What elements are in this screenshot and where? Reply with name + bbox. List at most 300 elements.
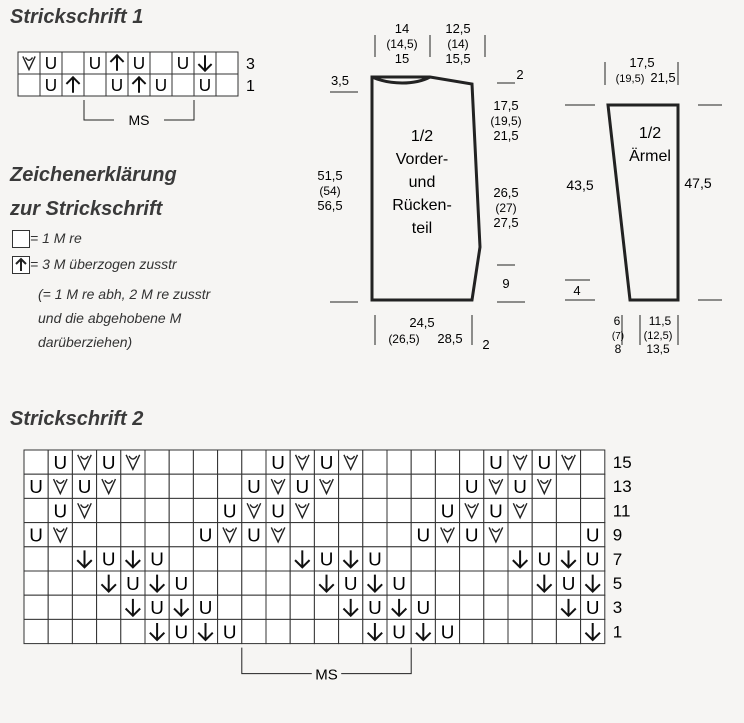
- legend-title-2: zur Strickschrift: [10, 198, 163, 220]
- chart2-cell: [121, 547, 145, 571]
- chart2-cell: [460, 523, 484, 547]
- body-bottom-c: 28,5: [437, 331, 463, 346]
- chart1-cell: [172, 74, 194, 96]
- chart1-cell: [128, 52, 150, 74]
- chart2-cell: [242, 619, 266, 643]
- chart2-cell: [387, 498, 411, 522]
- chart2-cell: [97, 523, 121, 547]
- chart2-cell: [48, 523, 72, 547]
- chart2-cell: [169, 547, 193, 571]
- chart1-cell: [62, 52, 84, 74]
- chart2-cell: [411, 523, 435, 547]
- sleeve-bottom-right-c: 13,5: [646, 342, 670, 356]
- chart2-cell: [193, 547, 217, 571]
- chart2-cell: [97, 571, 121, 595]
- chart2-cell: [193, 571, 217, 595]
- sleeve-label-2: Ärmel: [629, 148, 671, 165]
- chart2-cell: [24, 571, 48, 595]
- symbol-u: U: [132, 53, 146, 74]
- chart2-cell: [48, 547, 72, 571]
- chart2-cell: [145, 571, 169, 595]
- sleeve-bottom-left-c: 8: [614, 342, 622, 356]
- chart2-cell: [508, 474, 532, 498]
- body-right-mid-c: 27,5: [493, 215, 519, 230]
- symbol-u: U: [77, 476, 92, 498]
- symbol-u: U: [88, 53, 102, 74]
- chart2-cell: [97, 595, 121, 619]
- chart1-cell: [194, 52, 216, 74]
- chart2-cell: [532, 498, 556, 522]
- legend-item-arrow-detail-3: darüberziehen): [38, 334, 133, 350]
- symbol-u: U: [176, 53, 190, 74]
- body-top-left-b: (14,5): [386, 37, 418, 51]
- sleeve-bottom-left-a: 6: [613, 314, 621, 328]
- symbol-u: U: [110, 75, 124, 96]
- chart1-cell: [194, 74, 216, 96]
- body-left-height-a: 51,5: [317, 168, 343, 183]
- symbol-u: U: [368, 597, 382, 619]
- body-label-2: Vorder-: [395, 151, 449, 168]
- chart2-cell: [145, 523, 169, 547]
- chart2-cell: [242, 474, 266, 498]
- chart2-cell: [169, 450, 193, 474]
- symbol-u: U: [44, 75, 58, 96]
- chart2-cell: [218, 523, 242, 547]
- chart2-cell: [121, 571, 145, 595]
- chart1-cell: [40, 74, 62, 96]
- symbol-u: U: [464, 476, 479, 498]
- chart2-cell: [121, 619, 145, 643]
- chart2-cell: [242, 595, 266, 619]
- chart2-cell: [387, 450, 411, 474]
- chart2-cell: [121, 474, 145, 498]
- chart2-cell: [363, 571, 387, 595]
- sleeve-cuff: 4: [573, 283, 581, 298]
- symbol-u: U: [198, 75, 212, 96]
- chart2-cell: [435, 450, 459, 474]
- chart2-cell: [556, 498, 580, 522]
- sleeve-top-b: (19,5): [615, 73, 645, 85]
- chart2-cell: [218, 498, 242, 522]
- symbol-u: U: [154, 75, 168, 96]
- symbol-u: U: [392, 621, 406, 643]
- symbol-u: U: [416, 524, 431, 546]
- chart2-cell: [435, 595, 459, 619]
- chart1-row-label: 1: [246, 78, 255, 95]
- body-top-left-c: 15: [394, 51, 410, 66]
- chart2-cell: [508, 571, 532, 595]
- body-top-right-c: 15,5: [445, 51, 471, 66]
- chart2-cell: [266, 450, 290, 474]
- symbol-u: U: [585, 597, 600, 619]
- chart2-cell: [411, 571, 435, 595]
- chart2-cell: [145, 450, 169, 474]
- chart2-cell: [314, 450, 338, 474]
- body-right-mid-a: 26,5: [493, 185, 519, 200]
- chart2-cell: [290, 571, 314, 595]
- legend-item-arrow-detail-2: und die abgehobene M: [38, 310, 182, 326]
- chart2-cell: [508, 595, 532, 619]
- chart2-cell: [508, 547, 532, 571]
- chart2-cell: [314, 523, 338, 547]
- chart2-row-label: 1: [612, 622, 623, 642]
- chart2-cell: [290, 498, 314, 522]
- chart2-cell: [218, 547, 242, 571]
- chart2-cell: [387, 474, 411, 498]
- body-bottom-a: 24,5: [409, 315, 435, 330]
- chart2-cell: [72, 498, 96, 522]
- chart1-cell: [106, 52, 128, 74]
- chart2-cell: [339, 474, 363, 498]
- chart2-cell: [218, 474, 242, 498]
- chart2-cell: [266, 547, 290, 571]
- chart2-cell: [556, 547, 580, 571]
- body-right-upper-c: 21,5: [493, 128, 519, 143]
- chart2-cell: [290, 547, 314, 571]
- chart2-cell: [435, 498, 459, 522]
- symbol-u: U: [150, 548, 164, 570]
- symbol-u: U: [174, 621, 189, 643]
- chart2-cell: [363, 474, 387, 498]
- chart2-cell: [145, 474, 169, 498]
- chart1-cell: [216, 74, 238, 96]
- body-right-upper-a: 17,5: [493, 98, 519, 113]
- body-bottom-b: (26,5): [388, 332, 420, 346]
- chart2-cell: [218, 595, 242, 619]
- chart2-cell: [145, 498, 169, 522]
- chart2-cell: [97, 474, 121, 498]
- chart2-cell: [72, 619, 96, 643]
- chart2-cell: [193, 498, 217, 522]
- symbol-u: U: [537, 451, 552, 473]
- chart2-cell: [532, 474, 556, 498]
- chart2-row-label: 5: [612, 574, 623, 593]
- chart2-cell: [121, 523, 145, 547]
- body-schema: [300, 15, 530, 360]
- chart2-cell: [556, 571, 580, 595]
- body-top-right-b: (14): [447, 37, 469, 51]
- chart2-cell: [72, 523, 96, 547]
- chart2-cell: [193, 619, 217, 643]
- chart2-row-label: 9: [612, 525, 623, 545]
- chart2-cell: [290, 523, 314, 547]
- sleeve-schema: [560, 30, 740, 360]
- body-label-1: 1/2: [410, 128, 434, 145]
- chart2-cell: [193, 474, 217, 498]
- chart2-row-label: 13: [612, 477, 632, 497]
- chart2-row-label: 7: [612, 549, 623, 569]
- chart1-cell: [128, 74, 150, 96]
- chart1-grid: [10, 48, 280, 138]
- symbol-u: U: [440, 621, 455, 643]
- chart2-cell: [169, 523, 193, 547]
- chart2-cell: [460, 547, 484, 571]
- chart2-cell: [556, 450, 580, 474]
- chart2-cell: [193, 523, 217, 547]
- chart2-ms-label: MS: [315, 666, 338, 684]
- chart2-cell: [290, 595, 314, 619]
- chart2-grid: [20, 446, 720, 696]
- chart2-cell: [435, 474, 459, 498]
- chart2-cell: [314, 619, 338, 643]
- chart2-cell: [339, 547, 363, 571]
- sleeve-bottom-right-a: 11,5: [648, 314, 672, 328]
- chart2-cell: [339, 450, 363, 474]
- chart2-cell: [484, 547, 508, 571]
- chart2-cell: [532, 523, 556, 547]
- symbol-u: U: [585, 524, 600, 546]
- symbol-u: U: [368, 548, 382, 570]
- chart2-cell: [24, 523, 48, 547]
- chart1-cell: [40, 52, 62, 74]
- chart2-cell: [556, 523, 580, 547]
- chart2-cell: [363, 523, 387, 547]
- chart2-cell: [218, 619, 242, 643]
- chart2-cell: [387, 523, 411, 547]
- chart2-cell: [218, 450, 242, 474]
- chart2-cell: [242, 498, 266, 522]
- chart2-cell: [24, 547, 48, 571]
- chart2-cell: [48, 450, 72, 474]
- symbol-u: U: [416, 597, 431, 619]
- symbol-u: U: [53, 451, 68, 473]
- chart2-cell: [314, 474, 338, 498]
- chart1-cell: [84, 74, 106, 96]
- symbol-u: U: [392, 572, 406, 594]
- chart2-cell: [169, 619, 193, 643]
- chart2-cell: [72, 474, 96, 498]
- chart2-cell: [48, 498, 72, 522]
- chart2-cell: [339, 619, 363, 643]
- symbol-u: U: [489, 451, 503, 473]
- chart2-cell: [266, 595, 290, 619]
- chart2-cell: [145, 595, 169, 619]
- chart2-cell: [145, 619, 169, 643]
- symbol-u: U: [319, 451, 334, 473]
- symbol-u: U: [247, 476, 261, 498]
- sleeve-label-1: 1/2: [638, 125, 662, 142]
- chart2-cell: [556, 595, 580, 619]
- chart2-cell: [169, 474, 193, 498]
- legend-item-arrow-detail-1: (= 1 M re abh, 2 M re zusstr: [38, 286, 211, 302]
- chart2-title: Strickschrift 2: [10, 408, 144, 430]
- chart1-cell: [216, 52, 238, 74]
- chart2-cell: [387, 571, 411, 595]
- chart2-cell: [72, 571, 96, 595]
- chart2-cell: [411, 474, 435, 498]
- chart2-cell: [460, 619, 484, 643]
- legend-item-arrow: = 3 M überzogen zusstr: [30, 256, 177, 272]
- legend-box-plain: [12, 230, 30, 248]
- chart2-cell: [532, 619, 556, 643]
- chart1-cell: [172, 52, 194, 74]
- chart2-cell: [581, 595, 605, 619]
- chart2-row-label: 11: [612, 501, 631, 521]
- symbol-u: U: [174, 572, 189, 594]
- chart1-cell: [106, 74, 128, 96]
- sleeve-bottom-right-b: (12,5): [643, 330, 673, 342]
- chart2-cell: [532, 571, 556, 595]
- symbol-u: U: [101, 451, 116, 473]
- chart2-cell: [169, 595, 193, 619]
- chart1-cell: [18, 74, 40, 96]
- chart2-cell: [508, 523, 532, 547]
- chart2-cell: [387, 595, 411, 619]
- body-label-4: Rücken-: [392, 197, 452, 214]
- chart1-cell: [18, 52, 40, 74]
- chart2-cell: [48, 474, 72, 498]
- chart2-cell: [48, 595, 72, 619]
- legend-box-arrow: [12, 256, 30, 274]
- chart2-cell: [72, 595, 96, 619]
- sleeve-left-height: 43,5: [566, 177, 594, 193]
- chart2-cell: [242, 571, 266, 595]
- chart2-cell: [24, 619, 48, 643]
- chart2-cell: [242, 547, 266, 571]
- symbol-u: U: [44, 53, 58, 74]
- chart2-cell: [435, 619, 459, 643]
- chart2-cell: [532, 595, 556, 619]
- symbol-u: U: [53, 500, 68, 522]
- symbol-u: U: [126, 572, 140, 594]
- chart2-cell: [314, 547, 338, 571]
- chart2-cell: [145, 547, 169, 571]
- chart2-cell: [556, 474, 580, 498]
- chart2-cell: [363, 595, 387, 619]
- symbol-u: U: [537, 548, 552, 570]
- chart2-cell: [339, 571, 363, 595]
- symbol-u: U: [440, 500, 455, 522]
- chart2-cell: [460, 450, 484, 474]
- chart2-cell: [314, 498, 338, 522]
- chart2-cell: [266, 571, 290, 595]
- chart2-cell: [387, 547, 411, 571]
- chart2-cell: [435, 547, 459, 571]
- legend-item-plain: = 1 M re: [30, 230, 82, 246]
- chart2-cell: [435, 523, 459, 547]
- chart2-cell: [169, 498, 193, 522]
- chart2-cell: [508, 450, 532, 474]
- symbol-u: U: [29, 476, 43, 498]
- chart2-cell: [435, 571, 459, 595]
- chart2-cell: [460, 474, 484, 498]
- symbol-u: U: [101, 548, 116, 570]
- chart1-ms-label: MS: [128, 112, 150, 128]
- chart2-cell: [460, 571, 484, 595]
- chart2-cell: [363, 498, 387, 522]
- chart2-cell: [314, 571, 338, 595]
- chart2-cell: [484, 474, 508, 498]
- chart2-cell: [581, 547, 605, 571]
- chart2-cell: [121, 450, 145, 474]
- legend-title-1: Zeichenerklärung: [10, 164, 177, 186]
- chart2-cell: [266, 474, 290, 498]
- chart2-cell: [508, 498, 532, 522]
- body-label-3: und: [408, 174, 436, 191]
- body-right-upper-b: (19,5): [490, 114, 522, 128]
- symbol-u: U: [319, 548, 334, 570]
- chart2-cell: [581, 523, 605, 547]
- arrow-up-icon: [13, 257, 29, 273]
- symbol-u: U: [513, 476, 527, 498]
- chart2-cell: [193, 595, 217, 619]
- chart1-title: Strickschrift 1: [10, 6, 144, 28]
- sleeve-right-height: 47,5: [684, 175, 712, 191]
- chart2-cell: [121, 498, 145, 522]
- chart2-cell: [24, 474, 48, 498]
- chart2-cell: [460, 498, 484, 522]
- chart2-cell: [193, 450, 217, 474]
- chart2-cell: [363, 547, 387, 571]
- chart2-cell: [484, 571, 508, 595]
- chart2-cell: [581, 571, 605, 595]
- chart2-cell: [484, 498, 508, 522]
- chart2-cell: [411, 619, 435, 643]
- chart2-cell: [266, 523, 290, 547]
- symbol-u: U: [271, 500, 285, 522]
- chart2-cell: [387, 619, 411, 643]
- body-left-offset: 3,5: [330, 73, 350, 88]
- chart2-cell: [411, 498, 435, 522]
- chart2-cell: [339, 523, 363, 547]
- chart2-cell: [24, 450, 48, 474]
- body-right-lower: 9: [502, 276, 510, 291]
- chart2-cell: [97, 498, 121, 522]
- chart2-cell: [411, 547, 435, 571]
- chart2-cell: [290, 450, 314, 474]
- symbol-u: U: [247, 524, 261, 546]
- chart2-row-label: 3: [612, 598, 623, 618]
- chart2-cell: [581, 474, 605, 498]
- chart2-cell: [242, 450, 266, 474]
- sleeve-top-c: 21,5: [650, 70, 676, 85]
- chart2-cell: [508, 619, 532, 643]
- chart2-cell: [532, 547, 556, 571]
- chart2-cell: [218, 571, 242, 595]
- chart2-cell: [411, 595, 435, 619]
- chart2-row-label: 15: [612, 453, 632, 472]
- symbol-u: U: [489, 500, 503, 522]
- symbol-u: U: [198, 597, 213, 619]
- chart2-cell: [484, 450, 508, 474]
- chart2-cell: [97, 450, 121, 474]
- chart2-cell: [266, 498, 290, 522]
- chart2-cell: [581, 619, 605, 643]
- symbol-u: U: [295, 476, 310, 498]
- symbol-u: U: [343, 572, 358, 594]
- chart1-cell: [84, 52, 106, 74]
- chart2-cell: [556, 619, 580, 643]
- body-right-offset: 2: [516, 67, 524, 82]
- chart2-cell: [339, 498, 363, 522]
- symbol-u: U: [464, 524, 479, 546]
- chart2-cell: [581, 450, 605, 474]
- symbol-u: U: [222, 500, 237, 522]
- body-label-5: teil: [411, 220, 433, 237]
- chart2-cell: [484, 619, 508, 643]
- body-top-left-a: 14: [394, 21, 410, 36]
- chart2-cell: [411, 450, 435, 474]
- chart2-cell: [97, 619, 121, 643]
- chart1-row-label: 3: [246, 56, 255, 73]
- chart2-cell: [532, 450, 556, 474]
- chart2-cell: [48, 619, 72, 643]
- chart2-cell: [363, 619, 387, 643]
- symbol-u: U: [29, 524, 43, 546]
- body-left-height-b: (54): [319, 184, 341, 198]
- chart2-cell: [460, 595, 484, 619]
- body-top-right-a: 12,5: [445, 21, 471, 36]
